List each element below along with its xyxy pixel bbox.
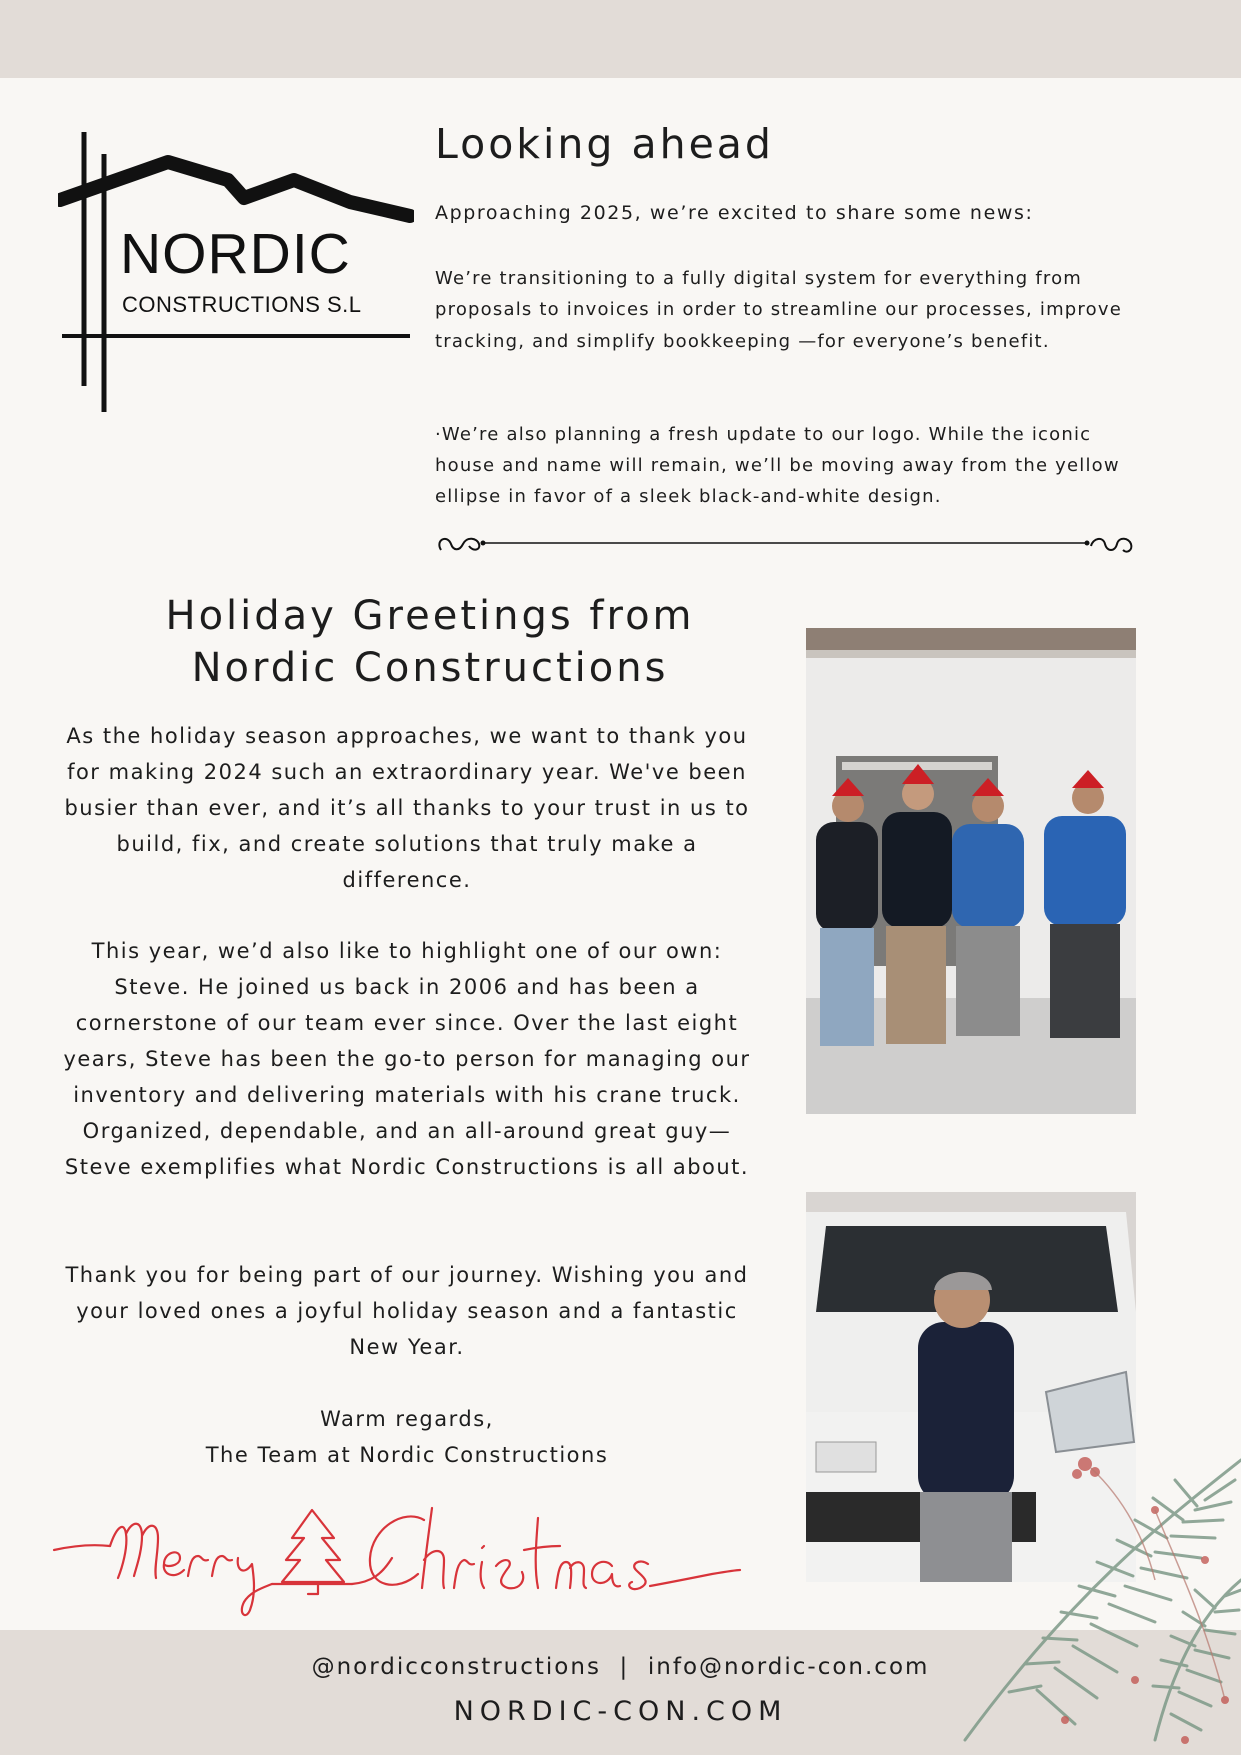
holiday-greetings-title	[110, 590, 750, 694]
thank-you-paragraph: Thank you for being part of our journey. Wishing you and your loved ones a joyful holiday season and a fantastic New Year.	[65, 1263, 749, 1359]
digital-system-paragraph: We’re transitioning to a fully digital system for everything from proposals to invoices in order to streamline our processes, improve tracking, and simplify bookkeeping —for everyone’s benefit.	[435, 268, 1122, 352]
logo-subtitle: CONSTRUCTIONS S.L	[122, 292, 362, 317]
footer-website: NORDIC-CON.COM	[453, 1696, 788, 1727]
sign-off	[62, 1401, 752, 1473]
merry-christmas-script	[52, 1498, 742, 1618]
team-photo	[806, 628, 1136, 1114]
signature: The Team at Nordic Constructions	[205, 1443, 609, 1467]
logo-name: NORDIC	[120, 222, 351, 286]
looking-ahead-intro: Approaching 2025, we’re excited to share some news:	[435, 202, 1034, 224]
holiday-paragraph: As the holiday season approaches, we want to thank you for making 2024 such an extraordinary year. We've been busier than ever, and it’s all thanks to your trust in us to build, fix, and create solutions that truly make a difference.	[64, 724, 750, 892]
closing: Warm regards,	[320, 1407, 494, 1431]
looking-ahead-title: Looking ahead	[435, 120, 774, 168]
logo-update-paragraph: ·We’re also planning a fresh update to our logo. While the iconic house and name will remain, we’ll be moving away from the yellow ellipse in favor of a sleek black-and-white design.	[435, 424, 1120, 507]
top-band	[0, 0, 1241, 78]
title-line-1: Holiday Greetings from	[165, 593, 695, 639]
company-logo	[58, 128, 414, 414]
steve-highlight-paragraph: This year, we’d also like to highlight one of our own: Steve. He joined us back in 2006 and has been a cornerstone of our team ever since. Over the last eight years, Steve has been the go-to person for managing our inventory and delivering materials with his crane truck. Organized, dependable, and an all-around great guy—Steve exemplifies what Nordic Constructions is all about.	[63, 939, 751, 1179]
title-line-2: Nordic Constructions	[191, 645, 669, 691]
ornamental-divider	[433, 530, 1137, 558]
footer-contact: @nordicconstructions | info@nordic-con.com	[311, 1654, 930, 1680]
